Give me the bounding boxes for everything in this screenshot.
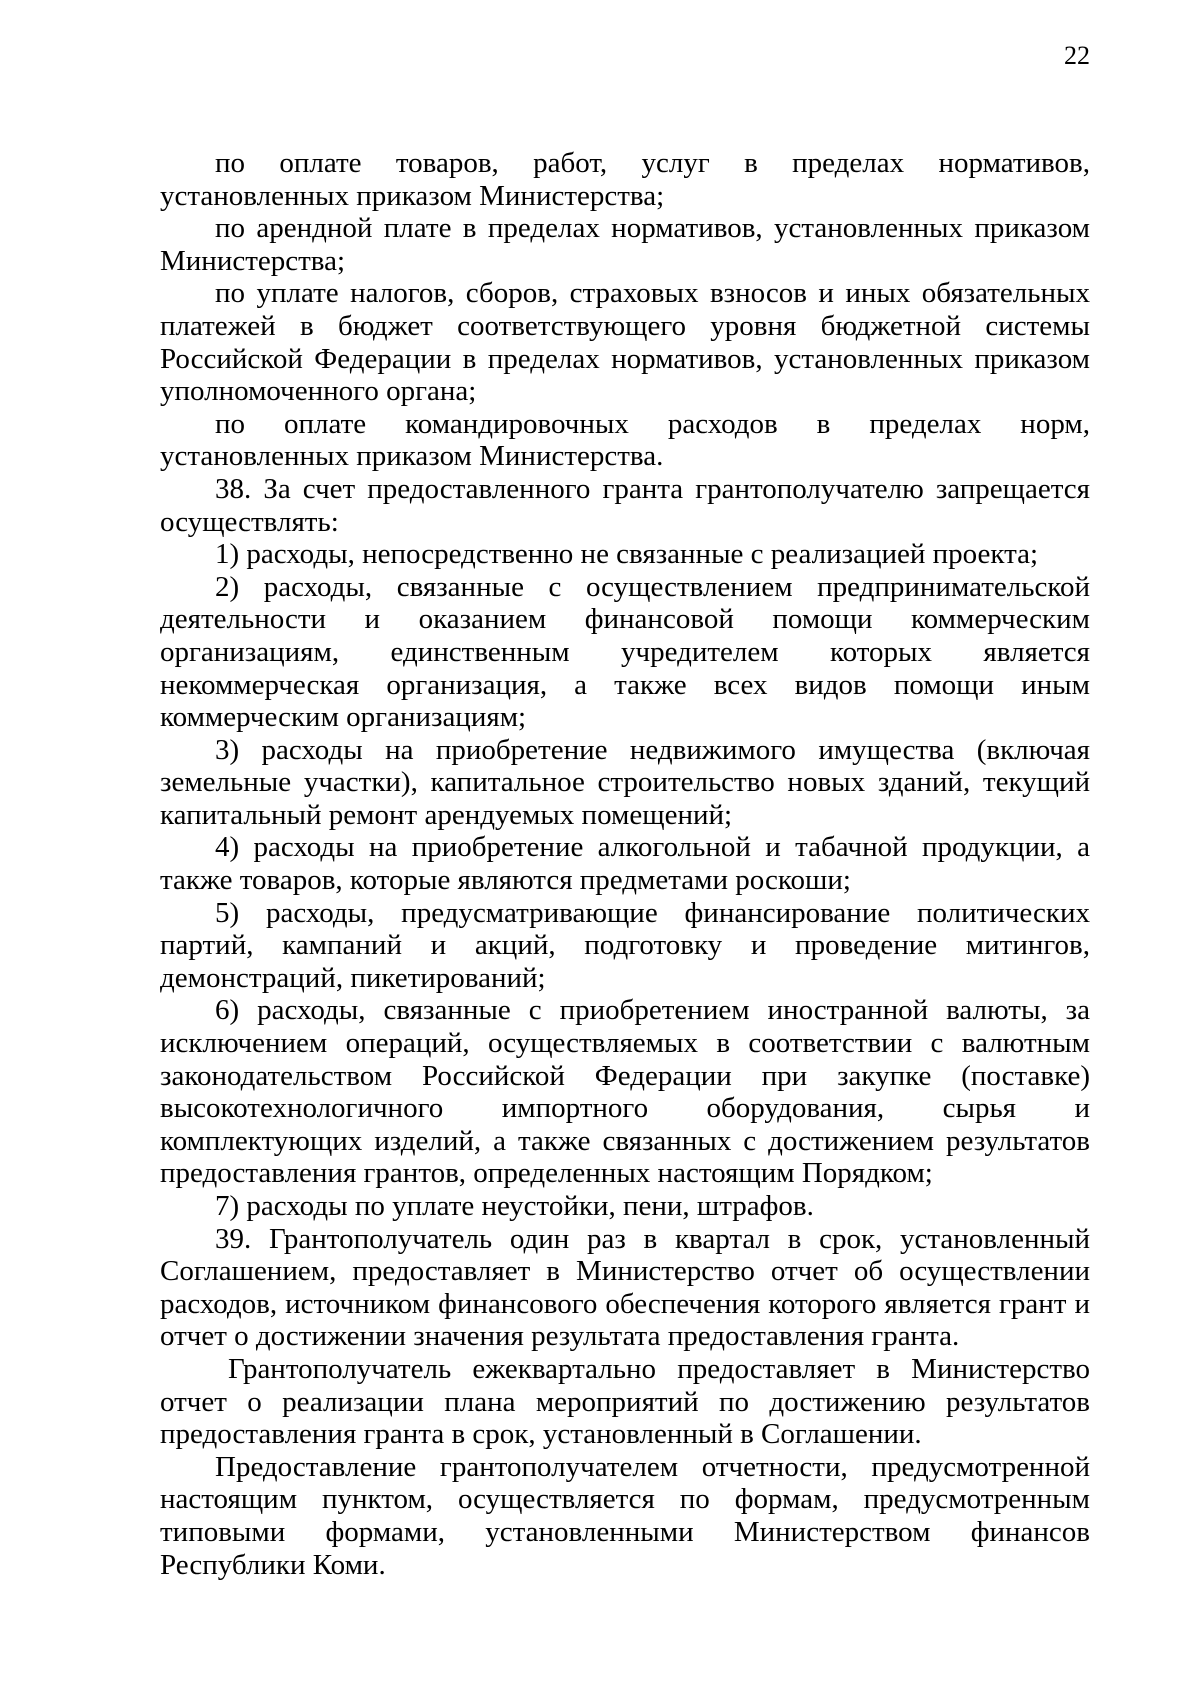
list-item-7: 7) расходы по уплате неустойки, пени, штрафов. bbox=[215, 1190, 814, 1222]
paragraph-goods-payment: по оплате товаров, работ, услуг в пределах нормативов, установленных приказом Министерства; bbox=[160, 147, 1090, 212]
paragraph-quarterly-report: Грантополучатель ежеквартально предоставляет в Министерство отчет о реализации плана мероприятий по достижению результатов предоставления гранта в срок, установленный в Соглашении. bbox=[160, 1352, 1090, 1451]
paragraph-travel-expenses: по оплате командировочных расходов в пределах норм, установленных приказом Министерства. bbox=[160, 407, 1090, 473]
paragraph-item-38: 38. За счет предоставленного гранта грантополучателю запрещается осуществлять: bbox=[160, 472, 1090, 538]
list-item-5: 5) расходы, предусматривающие финансирование политических партий, кампаний и акций, подготовку и проведение митингов, демонстраций, пикетирований; bbox=[160, 896, 1090, 994]
paragraph-taxes-payment: по уплате налогов, сборов, страховых взносов и иных обязательных платежей в бюджет соответствующего уровня бюджетной системы Российской Федерации в пределах нормативов, установленных приказом уполномоченного органа; bbox=[160, 277, 1090, 408]
paragraph-reporting-forms: Предоставление грантополучателем отчетности, предусмотренной настоящим пунктом, осуществляется по формам, предусмотренным типовыми формами, установленными Министерством финансов Республики Коми. bbox=[160, 1450, 1090, 1581]
paragraph-rent-payment: по арендной плате в пределах нормативов, установленных приказом Министерства; bbox=[160, 212, 1090, 277]
list-item-1: 1) расходы, непосредственно не связанные с реализацией проекта; bbox=[215, 538, 1039, 571]
page-number: 22 bbox=[1064, 41, 1090, 70]
list-item-6: 6) расходы, связанные с приобретением иностранной валюты, за исключением операций, осуществляемых в соответствии с валютным законодательством Российской Федерации при закупке (поставке) высокотехнологичного импортного оборудования, сырья и комплектующих изделий, а также связанных с достижением результатов предоставления грантов, определенных настоящим Порядком; bbox=[160, 994, 1090, 1190]
document-body bbox=[160, 147, 1090, 1581]
list-item-3: 3) расходы на приобретение недвижимого имущества (включая земельные участки), капитальное строительство новых зданий, текущий капитальный ремонт арендуемых помещений; bbox=[160, 733, 1090, 831]
list-item-2: 2) расходы, связанные с осуществлением предпринимательской деятельности и оказанием финансовой помощи коммерческим организациям, единственным учредителем которых является некоммерческая организация, а также всех видов помощи иным коммерческим организациям; bbox=[160, 570, 1090, 734]
paragraph-item-39: 39. Грантополучатель один раз в квартал в срок, установленный Соглашением, предоставляет в Министерство отчет об осуществлении расходов, источником финансового обеспечения которого является грант и отчет о достижении значения результата предоставления гранта. bbox=[160, 1222, 1090, 1353]
list-item-4: 4) расходы на приобретение алкогольной и табачной продукции, а также товаров, которые являются предметами роскоши; bbox=[160, 831, 1090, 897]
